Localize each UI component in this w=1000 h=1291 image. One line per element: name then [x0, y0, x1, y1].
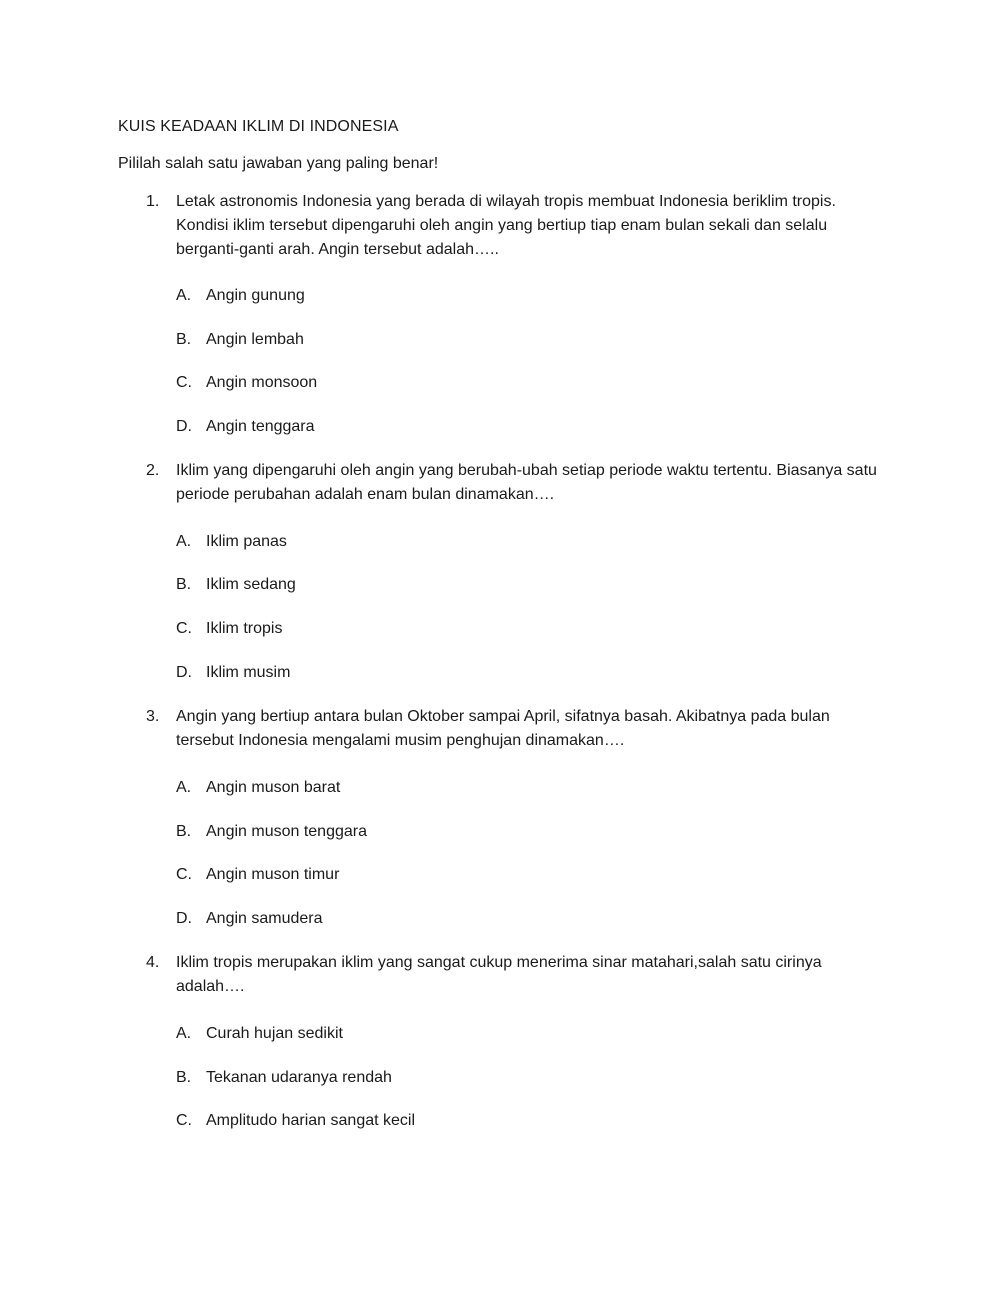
option-text: Angin gunung [206, 287, 305, 304]
option-text: Iklim musim [206, 664, 291, 681]
option-text: Angin muson barat [206, 779, 341, 796]
option-1a [176, 284, 305, 308]
page-title: KUIS KEADAAN IKLIM DI INDONESIA [118, 118, 399, 135]
question-number: 4. [146, 954, 160, 971]
option-1d [176, 415, 315, 439]
question-3 [146, 705, 886, 753]
question-number: 2. [146, 462, 160, 479]
option-letter: D. [176, 664, 192, 681]
instruction-text: Pililah salah satu jawaban yang paling benar! [118, 155, 439, 172]
option-text: Iklim sedang [206, 576, 296, 593]
option-text: Angin tenggara [206, 418, 315, 435]
option-3d [176, 907, 323, 931]
option-letter: A. [176, 1025, 192, 1042]
option-letter: A. [176, 533, 192, 550]
question-text: Letak astronomis Indonesia yang berada di wilayah tropis membuat Indonesia beriklim tropis. Kondisi iklim tersebut dipengaruhi oleh angin yang bertiup tiap enam bulan sekali dan selalu berganti-ganti arah. Angin tersebut adalah….. [176, 193, 836, 258]
option-letter: C. [176, 1112, 192, 1129]
option-2c [176, 617, 282, 641]
option-letter: B. [176, 823, 192, 840]
option-text: Iklim panas [206, 533, 287, 550]
option-3b [176, 820, 367, 844]
option-3a [176, 776, 340, 800]
option-letter: D. [176, 910, 192, 927]
option-letter: D. [176, 418, 192, 435]
option-1c [176, 371, 317, 395]
option-4b [176, 1066, 392, 1090]
option-text: Amplitudo harian sangat kecil [206, 1112, 416, 1129]
option-4c [176, 1109, 415, 1133]
option-text: Angin muson timur [206, 866, 340, 883]
option-letter: A. [176, 287, 192, 304]
option-text: Curah hujan sedikit [206, 1025, 343, 1042]
option-text: Angin samudera [206, 910, 323, 927]
option-letter: C. [176, 374, 192, 391]
option-2d [176, 661, 290, 685]
question-number: 1. [146, 193, 160, 210]
question-text: Iklim yang dipengaruhi oleh angin yang berubah-ubah setiap periode waktu tertentu. Biasanya satu periode perubahan adalah enam bulan dinamakan…. [176, 462, 877, 503]
question-number: 3. [146, 708, 160, 725]
option-letter: B. [176, 1069, 192, 1086]
option-3c [176, 863, 339, 887]
question-text: Iklim tropis merupakan iklim yang sangat cukup menerima sinar matahari,salah satu cirinya adalah…. [176, 954, 822, 995]
question-text: Angin yang bertiup antara bulan Oktober sampai April, sifatnya basah. Akibatnya pada bulan tersebut Indonesia mengalami musim penghujan dinamakan…. [176, 708, 830, 749]
option-4a [176, 1022, 343, 1046]
option-text: Tekanan udaranya rendah [206, 1069, 392, 1086]
option-text: Angin monsoon [206, 374, 318, 391]
option-text: Angin muson tenggara [206, 823, 367, 840]
option-text: Angin lembah [206, 331, 304, 348]
option-letter: C. [176, 866, 192, 883]
question-4 [146, 951, 886, 999]
option-1b [176, 328, 304, 352]
option-letter: B. [176, 331, 192, 348]
option-letter: B. [176, 576, 192, 593]
option-letter: A. [176, 779, 192, 796]
option-2b [176, 573, 296, 597]
option-letter: C. [176, 620, 192, 637]
option-2a [176, 530, 287, 554]
option-text: Iklim tropis [206, 620, 283, 637]
question-2 [146, 459, 886, 507]
question-1 [146, 190, 886, 262]
